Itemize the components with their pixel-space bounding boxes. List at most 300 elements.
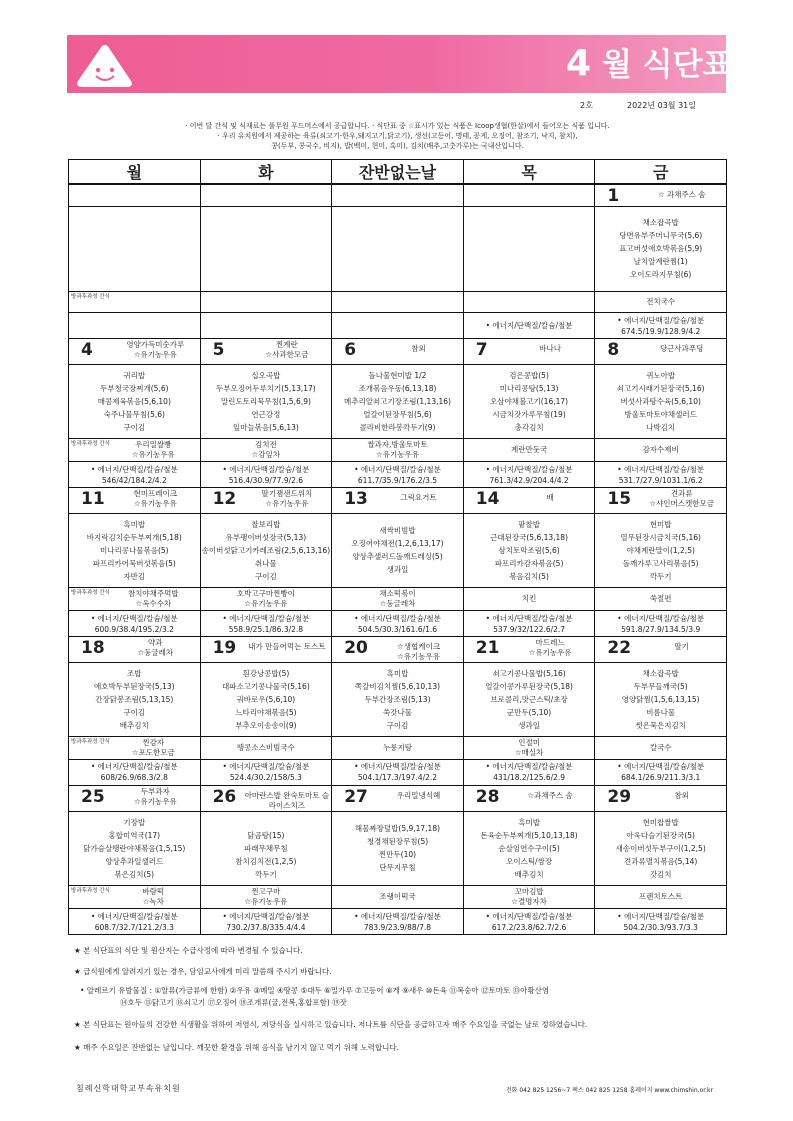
menu-item: 총각김치 [514, 422, 544, 432]
day-header-cell [69, 339, 200, 364]
menu-item: 단무지무침 [379, 863, 416, 873]
date-number: 5 [212, 340, 225, 361]
snack-cell [595, 587, 727, 611]
menu-item: 깍두기 [255, 869, 277, 879]
menu-item: 오삼야채불고기(16,17) [490, 396, 569, 406]
day-header-cell [69, 488, 200, 513]
menu-item: 두부오징어두루치기(5,13,17) [216, 383, 316, 393]
menu-item: 쪽갈비김치찜(5,6,10,13) [354, 681, 441, 691]
lunch-cell [200, 662, 332, 736]
nutrition-info: • 에너지/단백질/칼슘/철분 537.9/32/122.6/2.7 [485, 613, 573, 634]
day-cell [332, 487, 464, 513]
menu-item: 퀴노아밥 [646, 370, 676, 380]
snack-cell [595, 885, 727, 909]
nutrition-cell [595, 611, 727, 637]
menu-item: 팥찰밥 [518, 519, 540, 529]
lunch-cell [332, 811, 464, 885]
afternoon-snack: 찐고구마 ☆유기농우유 [244, 886, 288, 906]
menu-item: 메추리알쇠고기장조림(1,13,16) [344, 396, 451, 406]
day-header-row [69, 160, 727, 185]
day-header: 목 [463, 160, 595, 185]
date-number: 18 [81, 637, 105, 658]
day-cell [200, 339, 332, 365]
menu-item: 돌나물현미밥 1/2 [368, 370, 427, 380]
menu-item: 오이도라지무침(6) [630, 270, 692, 280]
lunch-cell [332, 206, 464, 291]
menu-item: 기장밥 [123, 817, 146, 827]
menu-item: 볶음김치(5) [509, 571, 549, 581]
lunch-cell [463, 364, 595, 438]
lunch-cell [69, 206, 201, 291]
menu-item: 파프리카감자볶음(5) [494, 558, 564, 568]
menu-item: 흑미밥 [123, 519, 146, 529]
menu-item: 갓김치 [649, 869, 672, 879]
menu-item: 썻은묵은지김치 [635, 720, 687, 730]
nutrition-info: • 에너지/단백질/칼슘/철분 600.9/38.4/195.2/3.2 [90, 613, 178, 634]
nutrition-info: • 에너지/단백질/칼슘/철분 684.1/26.9/211.3/3.1 [617, 762, 705, 783]
date-number: 13 [344, 488, 368, 509]
menu-item: 새싹비빔밥 [379, 526, 416, 536]
notice-text: · 이번 달 간식 및 식재료는 풀무원 푸드머스에서 공급합니다. · 식단표 중 ☆표시가 있는 식품은 Icoop생협(한살)에서 들어오는 식품 입니다. · 우리 유치원에서 제공하는 육류(쇠고기-한우,돼지고기,닭고기), 생선(고등어, 명태, 꽁게, 오징어, 참조기, 낙지, 참치), 콩(두부, 콩국수, 비지), 밥(백미, 현미, 흑미), 김치(배추,고춧가루)는 국내산입니다. [185, 122, 610, 150]
afternoon-snack: 꼬마김밥 ☆결명자차 [511, 886, 547, 906]
menu-item: 자반김 [123, 571, 146, 581]
menu-item: 채소잡곡밥 [642, 218, 679, 228]
day-header-cell [595, 488, 726, 513]
snack-cell-wrap [69, 588, 200, 611]
morning-snack: 배 [546, 492, 554, 502]
day-header-cell [201, 786, 332, 811]
date-number: 8 [607, 340, 620, 361]
menu-item: 생과일 [518, 720, 540, 730]
afternoon-snack: 프렌치토스트 [638, 891, 683, 901]
footnote: ⑭호두 ⑮닭고기 ⑯쇠고기 ⑰오징어 ⑱조개류(굴,전복,홍합포함) ⑲잣 [120, 998, 347, 1007]
menu-item: 비름나물 [646, 707, 676, 717]
afternoon-snack: 칼국수 [649, 742, 672, 752]
menu-item: 말린도토리묵무침(1,5,6,9) [220, 396, 311, 406]
day-header-cell [69, 185, 200, 206]
afternoon-snack: 채소떡볶이 ☆둥글레차 [379, 588, 416, 608]
date-number: 26 [212, 786, 237, 807]
lunch-cell [200, 206, 332, 291]
snack-cell [463, 587, 595, 611]
afternoon-snack-row [69, 736, 727, 760]
menu-item: 군만두(5,10) [506, 707, 552, 717]
day-header-cell [332, 488, 463, 513]
menu-item: 홍합미역국(17) [108, 830, 161, 840]
lunch-cell [463, 513, 595, 587]
snack-cell [69, 736, 201, 760]
day-cell [69, 487, 201, 513]
menu-item: 쑥갓나물 [382, 707, 412, 717]
afternoon-snack: 인절미 ☆매실차 [514, 737, 544, 757]
snack-cell [200, 736, 332, 760]
morning-snack: 두부과자 ☆유기농우유 [133, 786, 177, 806]
lunch-row [69, 206, 727, 291]
lunch-cell [69, 513, 201, 587]
lunch-cell [69, 811, 201, 885]
snack-cell-wrap [69, 737, 200, 760]
lunch-cell [69, 364, 201, 438]
menu-item: 영양닭찜(1,5,6,13,15) [621, 694, 700, 704]
morning-snack: 참외 [674, 790, 689, 800]
menu-item: 돌깨가루고사리볶음(5) [622, 558, 699, 568]
menu-item: 유부팽이버섯장국(5,13) [225, 532, 307, 542]
menu-item: 흑미밥 [386, 668, 409, 678]
menu-item: 조개볶음우동(6,13,18) [358, 383, 437, 393]
date-number: 27 [344, 786, 368, 807]
nutrition-cell [463, 909, 595, 935]
menu-item: 삼치토막조림(5,6) [498, 545, 560, 555]
day-header: 화 [200, 160, 332, 185]
menu-item: 흰강낭콩밥(5) [242, 668, 290, 678]
nutrition-cell [595, 313, 727, 339]
page-title: 4 월 식단표 [566, 43, 733, 84]
menu-item: 돈육순두부찌개(5,10,13,18) [480, 830, 578, 840]
afternoon-snack: 참치야채주먹밥 ☆옥수수차 [127, 588, 179, 608]
date-number: 20 [344, 637, 368, 658]
day-header-cell [69, 637, 200, 662]
nutrition-info: • 에너지/단백질/칼슘/철분 504.5/30.3/161.6/1.6 [354, 613, 441, 634]
snack-cell [595, 292, 727, 313]
snack-cell [200, 885, 332, 909]
day-header: 금 [595, 160, 727, 185]
day-header-cell [595, 339, 726, 364]
nutrition-info: • 에너지/단백질/칼슘/철분 504.2/30.3/93.7/3.3 [617, 911, 705, 932]
menu-item: 얼갈이콩가루된장국(5,18) [485, 681, 573, 691]
morning-snack: 우리밀냉식혜 [396, 790, 441, 800]
menu-item: 참치김치전(1,2,5) [235, 856, 297, 866]
footnote: ★ 본 식단표는 원아들의 건강한 식생활을 위하여 저염식, 저당식을 실시하고 있습니다. 저나트륨 식단을 공급하고자 매주 수요일을 국없는 날로 정하였습니다. [74, 1020, 588, 1029]
nutrition-cell [332, 611, 464, 637]
menu-item: 바지락김치순두부찌개(5,18) [86, 532, 182, 542]
day-cell [595, 184, 727, 206]
menu-item: 볶은김치(5) [114, 869, 155, 879]
snack-cell [200, 292, 332, 313]
afternoon-snack: 치킨 [521, 593, 537, 603]
menu-item: 날치알계란찜(1) [633, 257, 688, 267]
day-cell [332, 184, 464, 206]
afternoon-snack: 쑥절편 [649, 593, 672, 603]
nutrition-info: • 에너지/단백질/칼슘/철분 761.3/42.9/204.4/4.2 [485, 464, 573, 485]
afternoon-snack: 바람떡 ☆녹차 [142, 886, 165, 906]
menu-item: 당면유부주머니무국(5,6) [619, 231, 703, 241]
nutrition-cell [463, 611, 595, 637]
day-cell [69, 339, 201, 365]
snack-label: 방과후과정 간식 [71, 294, 110, 301]
afternoon-snack: 땡콩소스비빔국수 [236, 742, 295, 752]
morning-snack: 바나나 [539, 344, 561, 354]
snack-cell [463, 292, 595, 313]
afternoon-snack-row [69, 587, 727, 611]
menu-item: 깍두기 [649, 571, 672, 581]
date-row [69, 487, 727, 513]
morning-snack: 딸기 [674, 641, 689, 651]
nutrition-cell [69, 760, 201, 786]
nutrition-info: • 에너지/단백질/칼슘/철분 730.2/37.8/335.4/4.4 [222, 911, 310, 932]
snack-cell [595, 438, 727, 462]
menu-item: 검은콩밥(5) [509, 370, 549, 380]
menu-item: 두부무들깨국(5) [633, 681, 688, 691]
lunch-cell [595, 513, 727, 587]
lunch-cell [463, 206, 595, 291]
menu-item: 닭가슴살땡란야채볶음(1,5,15) [83, 843, 186, 853]
nutrition-info: • 에너지/단백질/칼슘/철분 546/42/184.2/4.2 [90, 464, 178, 485]
snack-cell [69, 438, 201, 462]
afternoon-snack-row [69, 885, 727, 909]
morning-snack: 약과 ☆둥굴레차 [137, 637, 174, 657]
nutrition-info: • 에너지/단백질/칼슘/철분 431/18.2/125.6/2.9 [485, 762, 573, 783]
snack-cell [595, 736, 727, 760]
date-row [69, 785, 727, 811]
afternoon-snack: 감자수제비 [642, 444, 679, 454]
date-number: 6 [344, 340, 357, 361]
menu-item: 닭곰탕(15) [247, 830, 285, 840]
lunch-cell [200, 513, 332, 587]
menu-item: 두부청국장찌개(5,6) [100, 383, 169, 393]
day-header-cell [464, 488, 595, 513]
menu-item: 근대된장국(5,6,13,18) [490, 532, 568, 542]
snack-label: 방과후과정 간식 [71, 589, 110, 596]
menu-item: 구이김 [123, 707, 146, 717]
menu-item: 찐만두(10) [378, 850, 417, 860]
day-header: 월 [69, 160, 201, 185]
nutrition-cell [69, 611, 201, 637]
nutrition-row [69, 611, 727, 637]
nutrition-cell [332, 760, 464, 786]
menu-item: 생과일 [386, 565, 409, 575]
lunch-cell [595, 364, 727, 438]
footnote: • 알레르기 유발물질 : ①알류(가금류에 한함) ②우유 ③메밀 ④땅콩 ⑤대두 ⑥밀가루 ⑦고등어 ⑧게 ⑨새우 ⑩돈육 ⑪복숭아 ⑫토마토 ⑬아황산염 [80, 986, 550, 995]
day-cell [463, 184, 595, 206]
menu-item: 양상추샐러드돌깨드레싱(5) [352, 552, 443, 562]
nutrition-info: • 에너지/단백질/칼슘/철분 611.7/35.9/176.2/3.5 [354, 464, 441, 485]
morning-snack: ☆ 과채주스 솜 [657, 190, 706, 199]
menu-item: 매콤제육볶음(5,6,10) [97, 396, 171, 406]
afternoon-snack: 계란만둣국 [510, 444, 548, 454]
day-cell [463, 636, 595, 662]
date-number: 12 [212, 488, 237, 509]
day-header-cell [595, 185, 726, 206]
nutrition-info: • 에너지/단백질/칼슘/철분 [485, 321, 573, 331]
morning-snack: 영양가득미숫가루 ☆유기농우유 [126, 340, 185, 360]
menu-item: 견과류멸치볶음(5,14) [624, 856, 698, 866]
day-header-cell [332, 637, 463, 662]
morning-snack: 참외 [411, 344, 426, 354]
day-cell [463, 785, 595, 811]
nutrition-cell [332, 909, 464, 935]
day-cell [332, 785, 464, 811]
day-header-cell [332, 786, 463, 811]
menu-item: 구이김 [123, 422, 146, 432]
date-number: 21 [475, 637, 500, 658]
snack-label: 방과후과정 간식 [71, 440, 110, 447]
day-header-cell [595, 637, 726, 662]
snack-cell-wrap [69, 439, 200, 462]
issue-number: 2호 [580, 101, 593, 110]
nutrition-cell [595, 760, 727, 786]
nutrition-row [69, 909, 727, 935]
date-number: 22 [607, 637, 632, 658]
menu-item: 귀리밥 [123, 370, 146, 380]
nutrition-info: • 에너지/단백질/칼슘/철분 608/26.9/68.3/2.8 [90, 762, 178, 783]
menu-item: 흑미밥 [518, 817, 540, 827]
afternoon-snack: 찐감자 ☆포도한모금 [131, 737, 175, 757]
snack-cell [69, 587, 201, 611]
day-cell [200, 184, 332, 206]
day-cell [595, 785, 727, 811]
snack-cell [463, 885, 595, 909]
morning-snack: ☆과채주스 솜 [527, 790, 573, 800]
nutrition-cell [463, 313, 595, 339]
nutrition-cell [200, 760, 332, 786]
date-number: 4 [81, 340, 93, 361]
nutrition-info: • 에너지/단백질/칼슘/철분 617.2/23.8/62.7/2.6 [485, 911, 573, 932]
kindergarten-name: 침례신학대학교부속유치원 [76, 1084, 181, 1093]
menu-item: 대파소고기콩나물국(5,16) [222, 681, 310, 691]
morning-snack: 당근사과푸딩 [659, 344, 704, 354]
day-header-cell [201, 339, 332, 364]
menu-item: 조밥 [127, 668, 142, 678]
menu-item: 궈바로우(5,6,10) [236, 694, 296, 704]
menu-item: 파래무채무침 [244, 843, 288, 853]
menu-item: 쇠고기시래기된장국(5,16) [616, 383, 705, 393]
nutrition-cell [332, 313, 464, 339]
lunch-cell [595, 206, 727, 291]
afternoon-snack: 우리밀쌀빵 ☆유기농우유 [131, 439, 175, 459]
menu-item: 배추김치 [119, 720, 149, 730]
menu-item: 애호박두부된장국(5,13) [94, 681, 175, 691]
nutrition-info: • 에너지/단백질/칼슘/철분 531.7/27.9/1031.1/6.2 [617, 464, 705, 485]
snack-cell [200, 587, 332, 611]
nutrition-row [69, 313, 727, 339]
lunch-cell [69, 662, 201, 736]
menu-item: 배추김치 [514, 869, 544, 879]
day-cell [595, 339, 727, 365]
day-cell [200, 487, 332, 513]
morning-snack: 견과류 ☆샤인머스캣한모금 [649, 488, 715, 508]
day-cell [595, 487, 727, 513]
menu-item: 느타리야채볶음(5) [235, 707, 297, 717]
afternoon-snack-row [69, 438, 727, 462]
snack-cell-wrap [69, 292, 200, 312]
snack-cell [69, 292, 201, 313]
afternoon-snack: 누룽지탕 [382, 742, 412, 752]
day-header: 잔반없는날 [332, 160, 464, 185]
nutrition-info: • 에너지/단백질/칼슘/철분 783.9/23.9/88/7.8 [354, 911, 441, 932]
day-cell [69, 636, 201, 662]
menu-item: 미나리콩탕(5,13) [499, 383, 559, 393]
snack-cell [463, 438, 595, 462]
day-cell [463, 339, 595, 365]
menu-item: 숙주나물무침(5,6) [103, 409, 165, 419]
day-header-cell [69, 786, 200, 811]
day-cell [332, 636, 464, 662]
date-number: 25 [81, 786, 105, 807]
day-cell [463, 487, 595, 513]
nutrition-info: • 에너지/단백질/칼슘/철분 524.4/30.2/158/5.3 [222, 762, 310, 783]
menu-item: 표고버섯애호박볶음(5,9) [619, 244, 703, 254]
afternoon-snack: 쌀과자,방울토마토 ☆유기농우유 [367, 439, 428, 459]
nutrition-cell [69, 462, 201, 488]
nutrition-cell [200, 611, 332, 637]
menu-item: 구이김 [386, 720, 409, 730]
lunch-row [69, 811, 727, 885]
nutrition-info: • 에너지/단백질/칼슘/철분 591.8/27.9/134.5/3.9 [617, 613, 705, 634]
footnote: ★ 급식원에게 알려지기 있는 경우, 담임교사에게 미리 말씀해 주시기 바랍니다. [74, 967, 332, 976]
menu-item: 새송이버섯두부구이(1,2,5) [615, 843, 706, 853]
menu-item: 시금치잣가루무침(19) [492, 409, 566, 419]
nutrition-info: • 에너지/단백질/칼슘/철분 558.9/25.1/86.3/2.8 [222, 613, 310, 634]
menu-item: 두부간장조림(5,13) [364, 694, 431, 704]
nutrition-cell [463, 462, 595, 488]
day-header-cell [464, 339, 595, 364]
menu-item: 부추오이송송이(9) [235, 720, 297, 730]
lunch-cell [200, 364, 332, 438]
morning-snack: 아마란스밥 완숙토마토 슬라이스치즈 [244, 790, 330, 810]
snack-cell [332, 587, 464, 611]
menu-item: 아욱다슬기된장국(5) [626, 830, 695, 840]
snack-cell [332, 292, 464, 313]
menu-item: 채소잡곡밥 [642, 668, 679, 678]
date-row [69, 636, 727, 662]
nutrition-cell [463, 760, 595, 786]
morning-snack: 현미프레이크 ☆유기농우유 [133, 488, 178, 508]
menu-item: 파프리카어묵버섯볶음(5) [92, 558, 176, 568]
date-number: 7 [475, 340, 488, 361]
nutrition-row [69, 462, 727, 488]
menu-item [201, 816, 332, 829]
morning-snack: 딸기잼샌드위치 ☆유기농우유 [261, 488, 313, 508]
nutrition-cell [69, 909, 201, 935]
lunch-cell [200, 811, 332, 885]
day-cell [200, 636, 332, 662]
menu-item: 찰보리밥 [251, 519, 281, 529]
day-header-cell [201, 185, 332, 206]
snack-cell-wrap [69, 886, 200, 909]
lunch-cell [463, 662, 595, 736]
date-number: 1 [607, 186, 620, 206]
lunch-cell [595, 811, 727, 885]
morning-snack: 마드레느 ☆유기농우유 [528, 637, 572, 657]
menu-item: 송이버섯닭고기카레조림(2,5,6,13,16) [201, 545, 331, 555]
footnote: ★ 매주 수요일은 잔반없는 날입니다. 깨끗한 환경을 위해 음식을 남기지 않고 먹기 위해 노력합니다. [74, 1043, 400, 1052]
day-header-cell [332, 185, 463, 206]
morning-snack: 그릭요거트 [400, 492, 437, 502]
day-header-cell [332, 339, 463, 364]
nutrition-info: • 에너지/단백질/칼슘/철분 608.7/32.7/121.2/3.3 [90, 911, 178, 932]
nutrition-cell [200, 313, 332, 339]
menu-item: 나박김치 [646, 422, 676, 432]
nutrition-cell [200, 462, 332, 488]
nutrition-row [69, 760, 727, 786]
menu-item: 해물짜장덮밥(5,9,17,18) [354, 824, 441, 834]
menu-item: 미나리콩나물볶음(5) [100, 545, 169, 555]
nutrition-cell [332, 462, 464, 488]
menu-item: 현미밥 [649, 519, 672, 529]
lunch-cell [332, 662, 464, 736]
day-header-cell [464, 786, 595, 811]
menu-table [68, 159, 727, 935]
nutrition-info: • 에너지/단백질/칼슘/철분 516.4/30.9/77.9/2.6 [222, 464, 310, 485]
menu-item: 현미찹쌀밥 [642, 817, 679, 827]
snack-cell [200, 438, 332, 462]
snack-cell [332, 885, 464, 909]
afternoon-snack: 전치국수 [646, 297, 676, 307]
lunch-cell [332, 513, 464, 587]
date-number: 15 [607, 488, 632, 509]
day-cell [595, 636, 727, 662]
morning-snack: ☆생협케이크 ☆유기농우유 [397, 641, 440, 661]
